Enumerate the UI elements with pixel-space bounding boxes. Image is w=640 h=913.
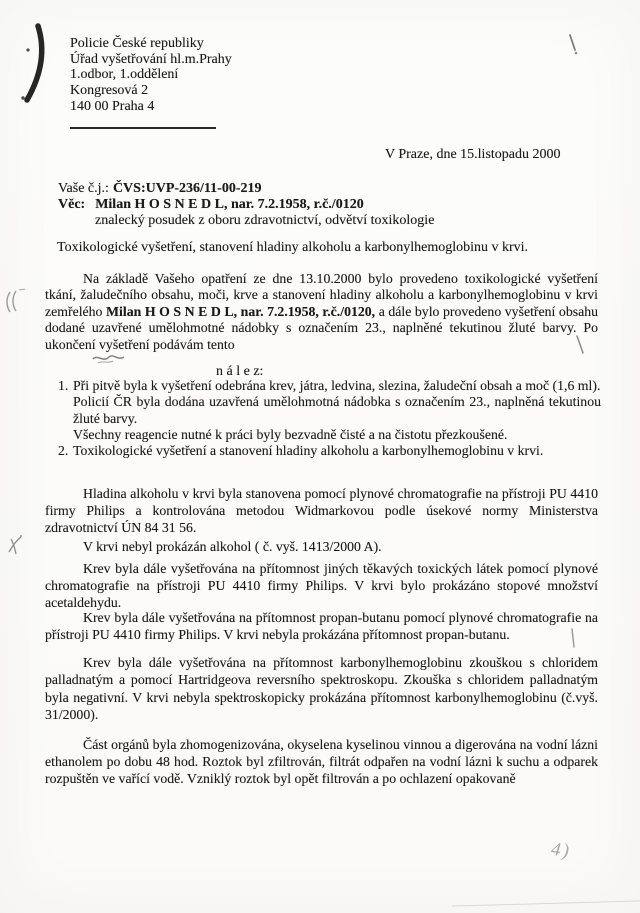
ink-smudge [90,351,130,367]
slash-mark-top-right [566,32,582,58]
intro-paragraph [45,271,598,353]
subject-value: Milan H O S N E D L, nar. 7.2.1958, r.č./0120 [95,197,364,212]
subject-line [58,197,364,213]
subject-detail: znalecký posudek z oboru zdravotnictví, odvětví toxikologie [95,213,435,228]
reference-value: ČVS:UVP-236/11-00-219 [112,181,262,196]
finding-heading: n á l e z: [216,364,264,379]
body-paragraph-carbonylhemoglobin: Krev byla dále vyšetřována na přítomnost karbonylhemoglobinu zkouškou s chloridem palladnatým a pomocí Hartridgeova reversního spektroskopu. Zkouška s chloridem palladnatým byla negativní. V krvi nebyla spektroskopicky prokázána přítomnost karbonylhemoglobinu (č.vyš. 31/2000). [45,655,598,723]
finding-number: 2. [58,443,69,459]
finding-text: Všechny reagencie nutné k práci byly bezvadně čisté a na čistotu přezkoušené. [73,426,508,442]
body-paragraph-alcohol-method: Hladina alkoholu v krvi byla stanovena pomocí plynové chromatografie na přístroji PU 4410 firmy Philips a kontrolována metodou Widmarkovou podle úsekové normy Ministerstva zdravotnictví ÚN 84 31 56. [45,486,598,535]
handwritten-page-mark: 4) [549,838,573,863]
scan-edge-artifact [452,900,640,906]
document-title: Toxikologické vyšetření, stanovení hladiny alkoholu a karbonylhemoglobinu v krvi. [57,240,529,255]
finding-text: Policií ČR byla dodána uzavřená umělohmotná nádobka s označením 23., naplněná tekutinou žluté barvy. [73,394,601,426]
margin-mark-left-upper [2,286,28,316]
intro-subject-name: Milan H O S N E D L, nar. 7.2.1958, r.č./0120, [106,303,376,319]
finding-number: 1. [58,378,69,393]
reference-label: Vaše č.j.: [58,181,109,196]
body-paragraph-propane-butane: Krev byla dále vyšetřována na přítomnost propan-butanu pomocí plynové chromatografie na přístroji PU 4410 firmy Philips. V krvi nebyla prokázána přítomnost propan-butanu. [45,610,598,642]
sender-line: Policie České republiky [70,36,204,51]
body-paragraph-alcohol-result: V krvi nebyl prokázán alkohol ( č. vyš. 1413/2000 A). [83,539,382,554]
margin-mark-left-lower [5,532,27,560]
body-paragraph-organ-homogenization: Část orgánů byla zhomogenizována, okyselena kyselinou vinnou a digerována na vodní lázni ethanolem po dobu 48 hod. Roztok byl zfiltrován, filtrát odpařen na vodní lázni k suchu a odparek rozpuštěn ve vařící vodě. Vzniklý roztok byl opět filtrován a po ochlazení opakovaně [45,737,598,786]
reference-line [58,181,261,197]
findings-list [45,378,601,459]
sender-line: 1.odbor, 1.oddělení [70,67,179,83]
intro-text-before: Na základě Vašeho opatření ze dne 13.10.2000 bylo provedeno toxikologické vyšetření tkání, žaludečního obsahu, moči, krve a stanovení hladiny alkoholu a karbonylhemoglobinu v krvi zemřelého [45,271,598,319]
finding-text: Při pitvě byla k vyšetření odebrána krev, játra, ledvina, slezina, žaludeční obsah a moč (1,6 ml). [73,378,601,393]
finding-item [45,378,601,443]
sender-line: Úřad vyšetřování hl.m.Prahy [70,51,232,67]
sender-line: Kongresová 2 [70,83,149,99]
pen-mark-top-left [6,20,58,112]
dateline: V Praze, dne 15.listopadu 2000 [385,147,561,162]
finding-item [45,443,601,459]
intro-text-after: a dále bylo provedeno vyšetření obsahu dodané uzavřené umělohmotné nádobky s označením 23., naplněné tekutinou žluté barvy. Po ukončení vyšetření podávám tento [45,303,599,352]
finding-text: Toxikologické vyšetření a stanovení hladiny alkoholu a karbonylhemoglobinu v krvi. [73,443,544,459]
sender-line: 140 00 Praha 4 [70,98,155,114]
sender-address-block [70,36,232,115]
body-paragraph-volatiles: Krev byla dále vyšetřována na přítomnost jiných těkavých toxických látek pomocí plynové chromatografie na přístroji PU 4410 firmy Philips. V krvi bylo prokázáno stopové množství acetaldehydu. [45,561,598,610]
subject-label: Věc: [58,197,86,212]
header-underline [70,127,216,129]
